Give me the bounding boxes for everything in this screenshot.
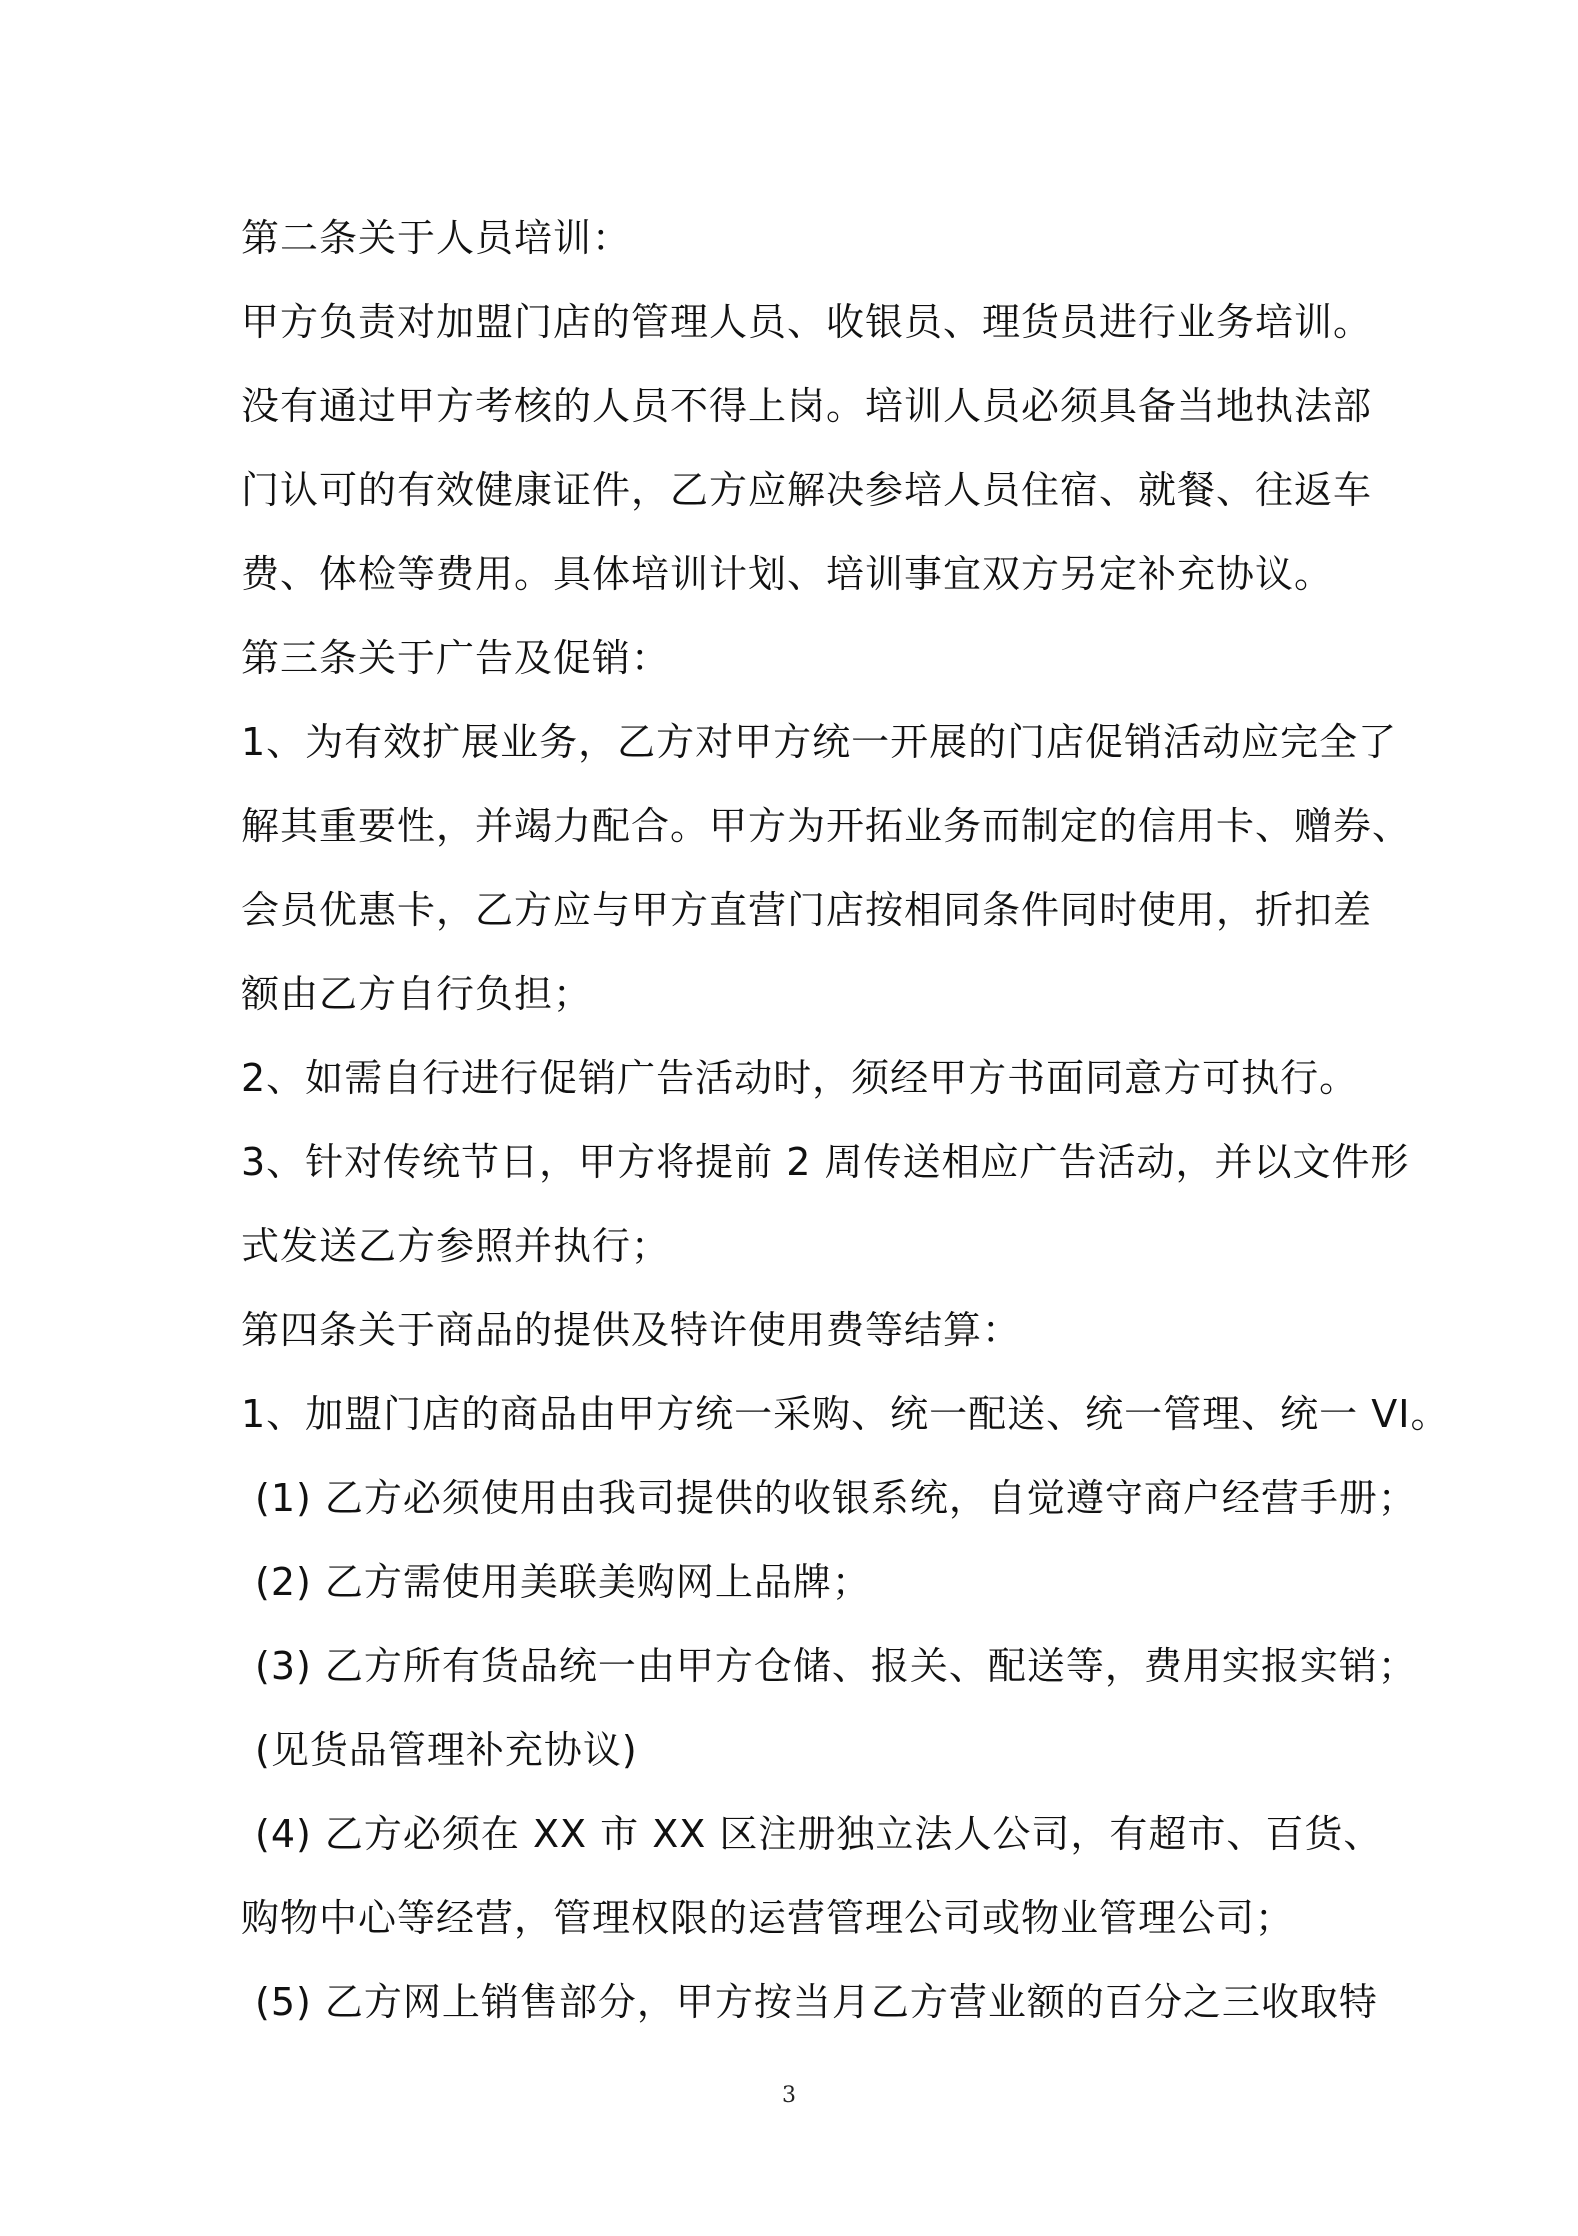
paragraph-line: 解其重要性，并竭力配合。甲方为开拓业务而制定的信用卡、赠券、 [241, 804, 1412, 848]
page-number: 3 [782, 2083, 796, 2108]
paragraph-line: 会员优惠卡，乙方应与甲方直营门店按相同条件同时使用，折扣差 [241, 888, 1373, 932]
document-body [241, 196, 1450, 2044]
article-3-heading: 第三条关于广告及促销： [241, 636, 671, 680]
paragraph-line: 1、为有效扩展业务，乙方对甲方统一开展的门店促销活动应完全了 [241, 720, 1398, 764]
sub-item-line: (2) 乙方需使用美联美购网上品牌； [255, 1560, 871, 1604]
paragraph-line: 式发送乙方参照并执行； [241, 1224, 671, 1268]
sub-item-line: (3) 乙方所有货品统一由甲方仓储、报关、配送等，费用实报实销； [255, 1644, 1417, 1688]
paragraph-line: 甲方负责对加盟门店的管理人员、收银员、理货员进行业务培训。 [241, 300, 1373, 344]
article-4-heading: 第四条关于商品的提供及特许使用费等结算： [241, 1308, 1022, 1352]
paragraph-line: 费、体检等费用。具体培训计划、培训事宜双方另定补充协议。 [241, 552, 1334, 596]
paragraph-line: 1、加盟门店的商品由甲方统一采购、统一配送、统一管理、统一 VI。 [241, 1392, 1450, 1436]
paragraph-line: 门认可的有效健康证件，乙方应解决参培人员住宿、就餐、往返车 [241, 468, 1373, 512]
article-2-heading: 第二条关于人员培训： [241, 216, 632, 260]
paragraph-line: 3、针对传统节日，甲方将提前 2 周传送相应广告活动，并以文件形 [241, 1140, 1410, 1184]
paragraph-line: 没有通过甲方考核的人员不得上岗。培训人员必须具备当地执法部 [241, 384, 1373, 428]
paragraph-line: 额由乙方自行负担； [241, 972, 593, 1016]
sub-item-line: (5) 乙方网上销售部分，甲方按当月乙方营业额的百分之三收取特 [255, 1980, 1378, 2024]
sub-item-line: (1) 乙方必须使用由我司提供的收银系统，自觉遵守商户经营手册； [255, 1476, 1417, 1520]
sub-item-line: (4) 乙方必须在 XX 市 XX 区注册独立法人公司，有超市、百货、 [255, 1812, 1383, 1856]
sub-item-line: (见货品管理补充协议) [255, 1728, 638, 1772]
paragraph-line: 2、如需自行进行促销广告活动时，须经甲方书面同意方可执行。 [241, 1056, 1359, 1100]
paragraph-line: 购物中心等经营，管理权限的运营管理公司或物业管理公司； [241, 1896, 1295, 1940]
